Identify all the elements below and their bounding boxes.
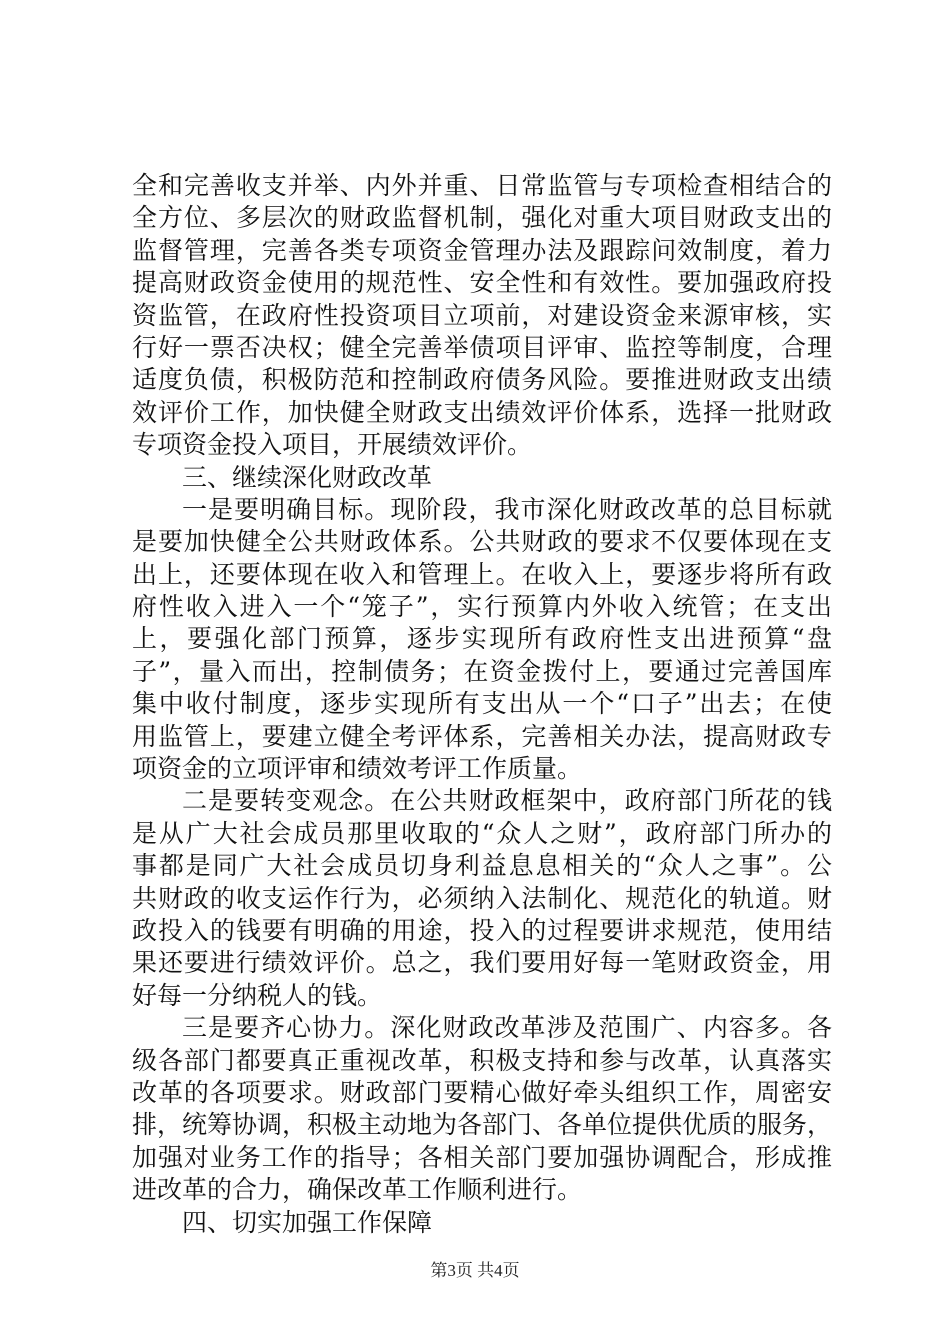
text-line: 共财政的收支运作行为，必须纳入法制化、规范化的轨道。财 [132, 883, 832, 913]
text-line: 监督管理，完善各类专项资金管理办法及跟踪问效制度，着力 [132, 235, 832, 265]
text-line: 府性收入进入一个“笼子”，实行预算内外收入统管；在支出 [132, 592, 832, 622]
text-line: 二是要转变观念。在公共财政框架中，政府部门所花的钱 [182, 786, 832, 816]
text-line: 加强对业务工作的指导；各相关部门要加强协调配合，形成推 [132, 1142, 832, 1172]
text-line: 资监管，在政府性投资项目立项前，对建设资金来源审核，实 [132, 300, 832, 330]
text-line: 全方位、多层次的财政监督机制，强化对重大项目财政支出的 [132, 203, 832, 233]
body-text [132, 170, 832, 1239]
page-number-footer: 第3页 共4页 [430, 1261, 520, 1280]
text-line: 专项资金投入项目，开展绩效评价。 [132, 430, 533, 460]
text-line: 项资金的立项评审和绩效考评工作质量。 [132, 754, 583, 784]
text-line: 是要加快健全公共财政体系。公共财政的要求不仅要体现在支 [132, 527, 832, 557]
text-line: 全和完善收支并举、内外并重、日常监管与专项检查相结合的 [132, 171, 832, 200]
text-line: 一是要明确目标。现阶段，我市深化财政改革的总目标就 [182, 494, 832, 524]
text-line: 适度负债，积极防范和控制政府债务风险。要推进财政支出绩 [132, 365, 832, 395]
text-line: 上，要强化部门预算，逐步实现所有政府性支出进预算“盘 [132, 624, 832, 654]
text-line: 效评价工作，加快健全财政支出绩效评价体系，选择一批财政 [132, 397, 832, 427]
text-line: 集中收付制度，逐步实现所有支出从一个“口子”出去；在使 [132, 689, 832, 719]
section-heading: 三、继续深化财政改革 [182, 462, 433, 492]
text-line: 是从广大社会成员那里收取的“众人之财”，政府部门所办的 [132, 818, 832, 848]
text-line: 三是要齐心协力。深化财政改革涉及范围广、内容多。各 [182, 1013, 832, 1043]
text-line: 提高财政资金使用的规范性、安全性和有效性。要加强政府投 [132, 268, 832, 298]
text-line: 子”，量入而出，控制债务；在资金拨付上，要通过完善国库 [132, 656, 832, 686]
text-line: 改革的各项要求。财政部门要精心做好牵头组织工作，周密安 [132, 1077, 832, 1107]
text-line: 事都是同广大社会成员切身利益息息相关的“众人之事”。公 [132, 851, 832, 881]
text-line: 好每一分纳税人的钱。 [132, 980, 383, 1010]
text-line: 进改革的合力，确保改革工作顺利进行。 [132, 1175, 583, 1205]
text-line: 出上，还要体现在收入和管理上。在收入上，要逐步将所有政 [132, 559, 832, 589]
text-line: 行好一票否决权；健全完善举债项目评审、监控等制度，合理 [132, 332, 832, 362]
section-heading: 四、切实加强工作保障 [182, 1207, 433, 1237]
text-line: 排，统筹协调，积极主动地为各部门、各单位提供优质的服务， [132, 1110, 833, 1140]
text-line: 用监管上，要建立健全考评体系，完善相关办法，提高财政专 [132, 721, 832, 751]
text-line: 级各部门都要真正重视改革，积极支持和参与改革，认真落实 [132, 1045, 832, 1075]
text-line: 果还要进行绩效评价。总之，我们要用好每一笔财政资金，用 [132, 948, 832, 978]
text-line: 政投入的钱要有明确的用途，投入的过程要讲求规范，使用结 [132, 915, 832, 945]
